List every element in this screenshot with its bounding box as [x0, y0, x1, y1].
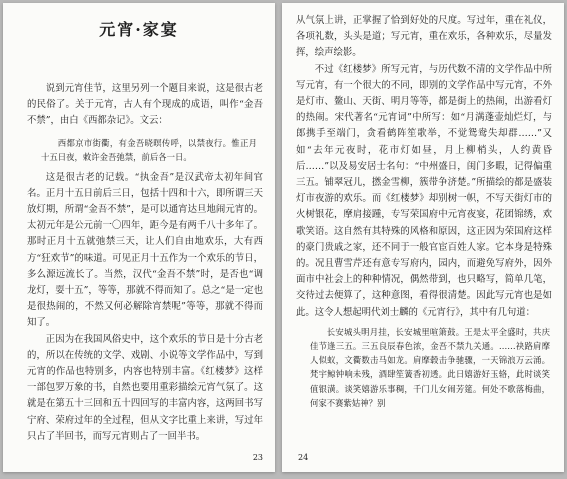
paragraph: 从气氛上讲，正掌握了恰到好处的尺度。写过年，重在礼仪，各项礼数，头头是道；写元宵，重在欢乐，各种欢乐，尽量发挥，绘声绘影。: [296, 15, 552, 59]
block-quote: 长安城头明月挂，长安城里喧箫鼓。王是太平全盛时，共庆佳节逢三五。三五良辰春色浓，金吾不禁九关通。……袂路肩摩人似蚁，文衢数击马如龙。肩摩毂击争驰骤，一天锦浪万云涌。梵宇鲸钟响未残，酒肆笙簧香初透。此日嬉游好玉辂，此时谈笑值银潢。谈笑嬉游乐事稠，千门儿女闹芳筵。何处不歌落梅曲，何家不赛紫姑神？别: [310, 326, 550, 408]
page-number: 23: [252, 453, 263, 462]
paragraph: 不过《红楼梦》所写元宵，与历代数不清的文学作品中所写元宵，有一个很大的不同，即别的文学作品中写元宵，不外是灯市、鳌山、天街、明月等等，都是街上的热闹，出游看灯的热闹。宋代著名“元宵词”中所写：如“月满蓬壶灿烂灯，与郎携手至端门，贪看鹤阵笙歌举，不觉鸳鸯失却群……”又如“去年元夜时，花市灯如昼，月上柳梢头，人约黄昏后……”以及易安居士名句：“中州盛日，闺门多暇，记得偏重三五。铺翠冠儿，撚金雪柳，簇带争济楚。”所描绘的都是盛装灯市夜游的欢乐。而《红楼梦》却别树一帜，不写天街灯市的火树银花，摩肩接踵，专写荣国府中元宵夜宴，花团锦绣，欢歌笑语。这自然有其特殊的风格和原因，这正因为荣国府这样的豪门贵戚之家，还不同于一般官宦百姓人家。它本身是特殊的。况且曹雪芹还有意专写府内，园内，而避免写府外，因外面市中社会上的种种情况，偶然带到，也只略写，简单几笔，交待过去便算了，这种意图，看得很清楚。因此写元宵也是如此。这令人想起明代刘士麟的《元宵行》，其中有几句道：: [296, 63, 552, 318]
left-page: [3, 3, 275, 472]
right-page: [282, 3, 564, 472]
block-quote: 西都京市街衢，有金吾晓暝传呼，以禁夜行。惟正月十五日夜，敕许金吾弛禁，前后各一日。: [41, 137, 257, 162]
chapter-title: 元宵·家宴: [99, 20, 179, 39]
paragraph: 说到元宵佳节，这里另列一个题目来说，这是很古老的民俗了。关于元宵，古人有个现成的成语，叫作“金吾不禁”，由白《西都杂记》。文云：: [27, 83, 263, 127]
right-body: [296, 13, 552, 410]
page-number: 24: [298, 453, 309, 462]
paragraph: 正因为在我国风俗史中，这个欢乐的节日是十分古老的，所以在传统的文学、戏剧、小说等文学作品中，写到元宵的作品也特别多，内容也特别丰富。《红楼梦》这样一部包罗万象的书，自然也要用重彩描绘元宵气氛了。这就是在第五十三回和五十四回写的丰富内容，这两回书写宁府、荣府过年的全过程，但从文字比重上来讲，写过年只占了半回书，而写元宵则占了一回半书。: [27, 333, 263, 442]
left-body: [27, 81, 263, 445]
paragraph: 这是很古老的记载。“执金吾”是汉武帝太初年间官名。正月十五日前后三日，包括十四和十六，即所谓三天放灯期，所谓“金吾不禁”，是可以通宵达旦地闹元宵的。太初元年是公元前一〇四年，距今是有两千八十多年了。那时正月十五就弛禁三天，让人们自由地欢乐，大有西方“狂欢节”的味道。可见正月十五作为一个欢乐的节日，多么源远流长了。当然，汉代“金吾不禁”时，是否也“调龙灯，耍十五”，等等，那就不得而知了。总之“是一定也是很热闹的，不然又何必解除宵禁呢”等等，那就不得而知了。: [27, 171, 263, 329]
